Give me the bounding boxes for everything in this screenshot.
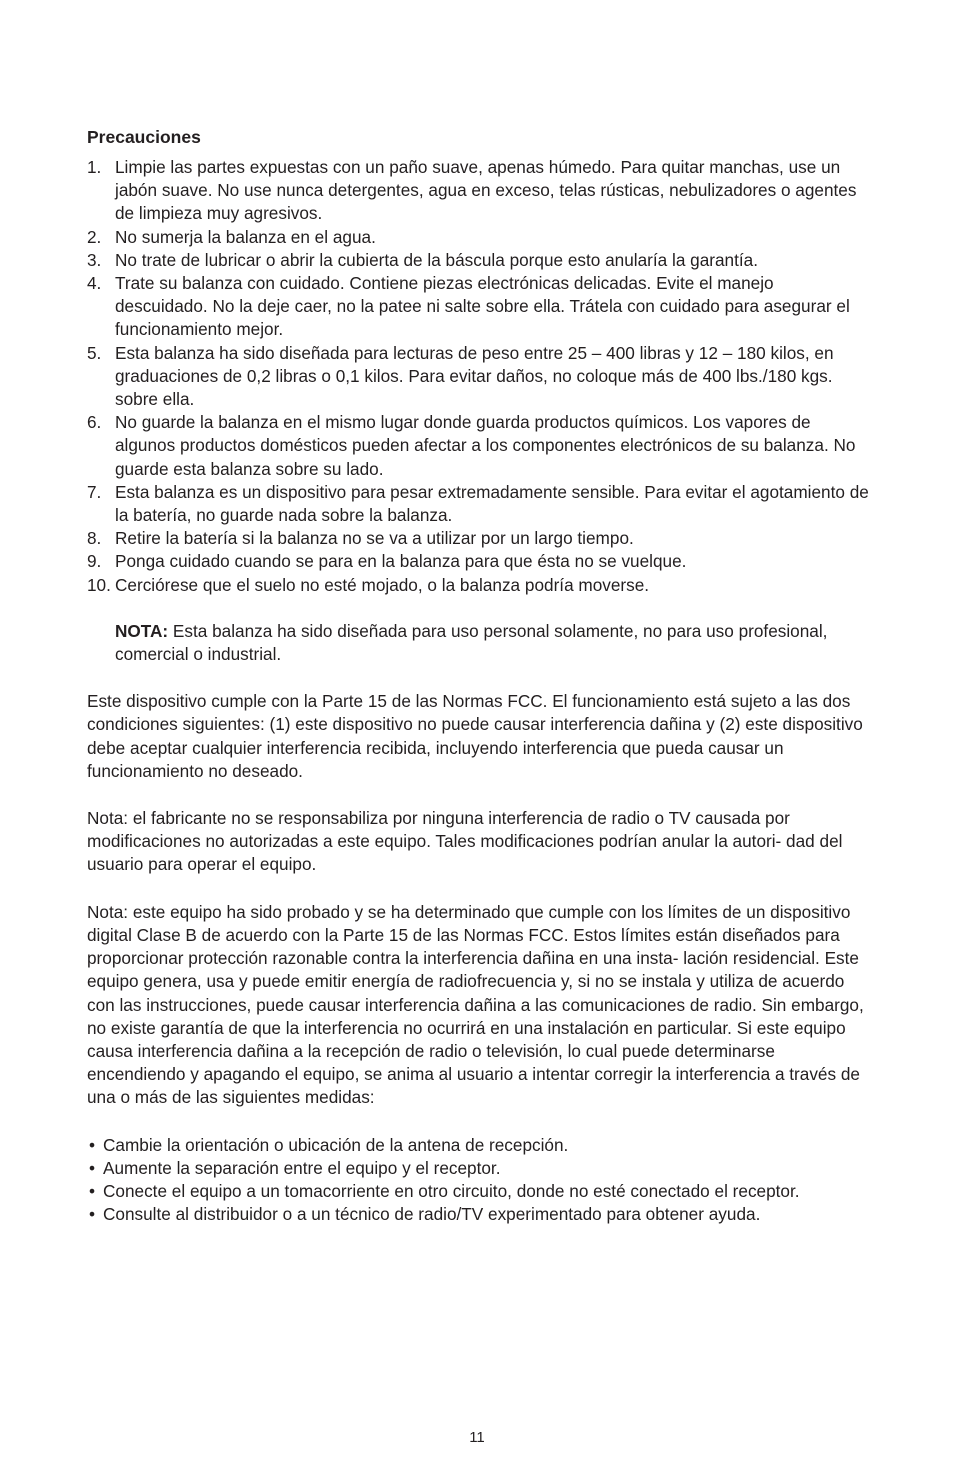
bullet-icon: • [89,1180,96,1201]
list-item [87,411,871,481]
list-item [87,249,871,272]
measures-list [87,1134,871,1227]
item-text: Ponga cuidado cuando se para en la balanza para que ésta no se vuelque. [115,551,687,572]
item-text: Esta balanza es un dispositivo para pesar extremadamente sensible. Para evitar el agotamiento de la batería, no guarde nada sobre la balanza. [115,481,869,526]
item-number: 9. [87,551,102,572]
item-number: 3. [87,249,102,270]
measure-text: Aumente la separación entre el equipo y el receptor. [103,1157,501,1178]
list-item [87,1157,871,1180]
item-text: Esta balanza ha sido diseñada para lecturas de peso entre 25 – 400 libras y 12 – 180 kilos, en graduaciones de 0,2 libras o 0,1 kilos. Para evitar daños, no coloque más de 400 lbs./180 kgs. sobre ella. [115,342,834,410]
measure-text: Conecte el equipo a un tomacorriente en otro circuito, donde no esté conectado el receptor. [103,1180,800,1201]
precautions-list [87,156,871,597]
class-b-note-paragraph: Nota: este equipo ha sido probado y se ha determinado que cumple con los límites de un dispositivo digital Clase B de acuerdo con la Parte 15 de las Normas FCC. Estos límites están diseñados para proporcionar protección razonable contra la interferencia dañina en una insta- lación residencial. Este equipo genera, usa y puede emitir energía de radiofrecuencia y, si no se instala y utiliza de acuerdo con las instrucciones, puede causar interferencia dañina a las comunicaciones de radio. Sin embargo, no existe garantía de que la interferencia no ocurrirá en una instalación en particular. Si este equipo causa interferencia dañina a la recepción de radio o televisión, lo cual puede determinarse encendiendo y apagando el equipo, se anima al usuario a intentar corregir la interferencia a través de una o más de las siguientes medidas: [87,901,864,1108]
bullet-icon: • [89,1157,96,1178]
bullet-icon: • [89,1134,96,1155]
list-item [87,527,871,550]
list-item [87,156,871,226]
nota-label: NOTA: [115,620,169,641]
list-item [87,272,871,342]
item-number: 7. [87,481,102,502]
measure-text: Cambie la orientación o ubicación de la antena de recepción. [103,1134,569,1155]
page-content [87,124,871,1226]
item-text: No sumerja la balanza en el agua. [115,226,376,247]
item-text: Retire la batería si la balanza no se va a utilizar por un largo tiempo. [115,528,634,549]
item-text: No guarde la balanza en el mismo lugar donde guarda productos químicos. Los vapores de algunos productos domésticos pueden afectar a los componentes electrónicos de su balanza. No guarde esta balanza sobre su lado. [115,412,856,479]
item-number: 6. [87,412,102,433]
list-item [87,226,871,249]
fcc-compliance-paragraph: Este dispositivo cumple con la Parte 15 de las Normas FCC. El funcionamiento está sujeto a las dos condiciones siguientes: (1) este dispositivo no puede causar interferencia dañina y (2) este dispositivo debe aceptar cualquier interferencia recibida, incluyendo interferencia que pueda causar un funcionamiento no deseado. [87,691,863,781]
nota-block [115,620,871,666]
item-text: Trate su balanza con cuidado. Contiene piezas electrónicas delicadas. Evite el manejo descuidado. No la deje caer, no la patee ni salte sobre ella. Trátela con cuidado para asegurar el funcionamiento mejor. [115,273,850,340]
list-item [87,342,871,412]
manufacturer-note-paragraph: Nota: el fabricante no se responsabiliza por ninguna interferencia de radio o TV causada por modificaciones no autorizadas a este equipo. Tales modificaciones podrían anular la autori- dad del usuario para operar el equipo. [87,808,843,875]
item-number: 1. [87,157,102,177]
nota-text: Esta balanza ha sido diseñada para uso personal solamente, no para uso profesional, comercial o industrial. [115,620,828,665]
item-number: 4. [87,273,102,294]
item-number: 2. [87,226,102,247]
list-item [87,574,871,597]
list-item [87,550,871,573]
list-item [87,481,871,527]
measure-text: Consulte al distribuidor o a un técnico de radio/TV experimentado para obtener ayuda. [103,1204,761,1225]
list-item [87,1134,871,1157]
item-number: 10. [87,574,111,595]
list-item [87,1203,871,1226]
section-title: Precauciones [87,127,201,147]
page-number: 11 [469,1429,485,1446]
item-text: Cerciórese que el suelo no esté mojado, o la balanza podría moverse. [115,574,650,595]
item-number: 8. [87,528,102,549]
bullet-icon: • [89,1204,96,1225]
item-text: No trate de lubricar o abrir la cubierta de la báscula porque esto anularía la garantía. [115,249,759,270]
item-number: 5. [87,342,102,363]
item-text: Limpie las partes expuestas con un paño suave, apenas húmedo. Para quitar manchas, use un jabón suave. No use nunca detergentes, agua en exceso, telas rústicas, nebulizadores o agentes de limpieza muy agresivos. [115,157,857,224]
list-item [87,1180,871,1203]
